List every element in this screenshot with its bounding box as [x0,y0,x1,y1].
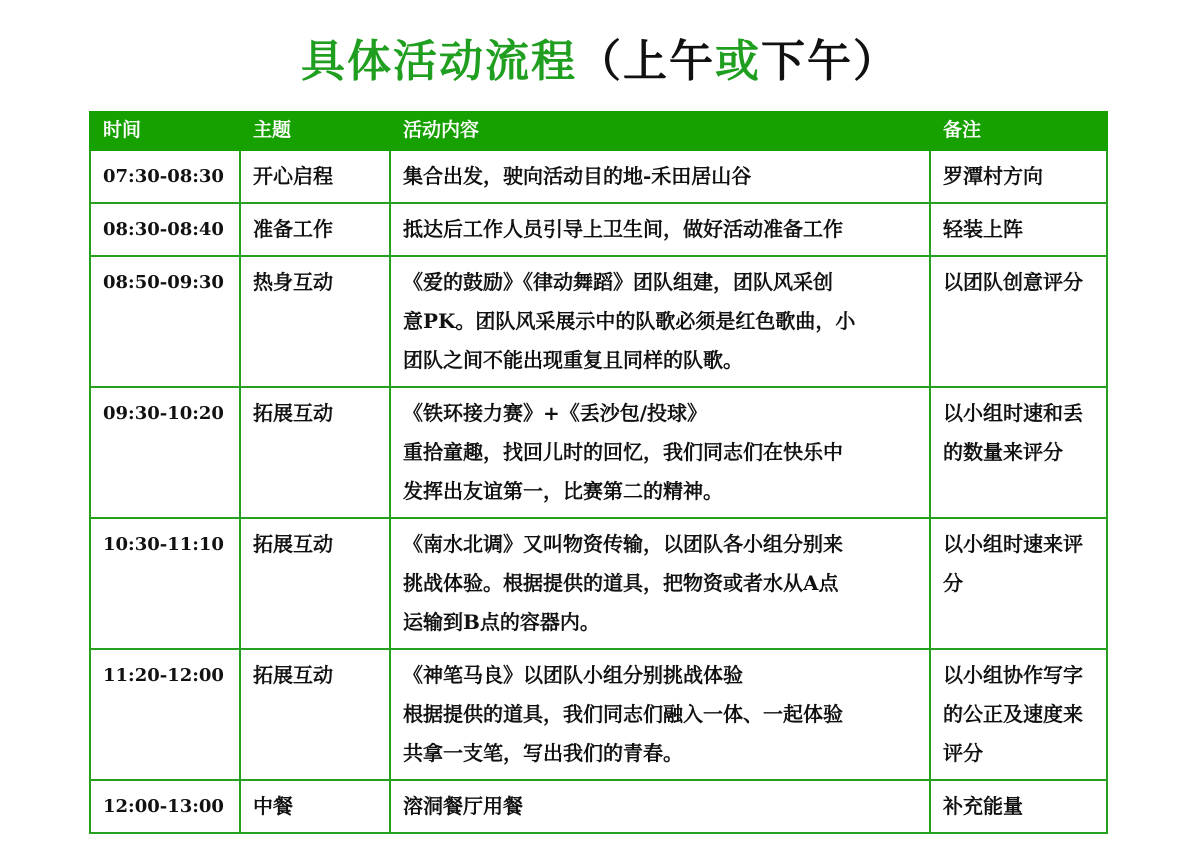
cell-theme: 拓展互动 [240,518,390,649]
table-body [90,150,1107,833]
title-part-1: 具体活动流程 [301,36,577,87]
header-note: 备注 [930,112,1107,150]
cell-note [930,150,1107,203]
table-row [90,387,1107,518]
content-line: 《南水北调》又叫物资传输，以团队各小组分别来 [403,532,843,556]
cell-theme: 热身互动 [240,256,390,387]
cell-time: 08:30-08:40 [90,203,240,256]
table-row [90,649,1107,780]
cell-note [930,387,1107,518]
note-line: 的数量来评分 [943,440,1063,464]
cell-content [390,203,930,256]
content-line: 溶洞餐厅用餐 [403,794,523,818]
cell-content [390,518,930,649]
cell-content [390,150,930,203]
cell-content [390,780,930,833]
cell-time: 08:50-09:30 [90,256,240,387]
table-row [90,150,1107,203]
header-theme: 主题 [240,112,390,150]
note-line: 以小组协作写字 [943,663,1083,687]
content-line: 发挥出友谊第一，比赛第二的精神。 [403,479,723,503]
content-line: 《铁环接力赛》+《丢沙包/投球》 [403,401,708,425]
content-line: 挑战体验。根据提供的道具，把物资或者水从A点 [403,571,839,595]
title-part-2: （上午 [577,36,715,87]
note-line: 罗潭村方向 [943,164,1043,188]
title-part-4: 下午） [761,36,899,87]
content-line: 团队之间不能出现重复且同样的队歌。 [403,348,743,372]
note-line: 补充能量 [943,794,1023,818]
page-title [0,30,1200,94]
table-header-row [90,112,1107,150]
cell-theme: 准备工作 [240,203,390,256]
cell-time: 09:30-10:20 [90,387,240,518]
cell-note [930,518,1107,649]
note-line: 的公正及速度来 [943,702,1083,726]
schedule-table [89,111,1108,834]
note-line: 评分 [943,741,983,765]
table-row [90,780,1107,833]
cell-theme: 开心启程 [240,150,390,203]
header-content: 活动内容 [390,112,930,150]
cell-time: 12:00-13:00 [90,780,240,833]
content-line: 运输到B点的容器内。 [403,610,600,634]
note-line: 以小组时速和丢 [943,401,1083,425]
content-line: 根据提供的道具，我们同志们融入一体、一起体验 [403,702,843,726]
cell-content [390,256,930,387]
note-line: 轻装上阵 [943,217,1023,241]
cell-time: 10:30-11:10 [90,518,240,649]
cell-theme: 中餐 [240,780,390,833]
content-line: 意PK。团队风采展示中的队歌必须是红色歌曲，小 [403,309,856,333]
header-time: 时间 [90,112,240,150]
cell-note [930,256,1107,387]
content-line: 《神笔马良》以团队小组分别挑战体验 [403,663,743,687]
table-row [90,518,1107,649]
table-row [90,203,1107,256]
cell-content [390,387,930,518]
content-line: 共拿一支笔，写出我们的青春。 [403,741,683,765]
content-line: 重拾童趣，找回儿时的回忆，我们同志们在快乐中 [403,440,843,464]
note-line: 以团队创意评分 [943,270,1083,294]
content-line: 《爱的鼓励》《律动舞蹈》团队组建，团队风采创 [403,270,833,294]
cell-note [930,203,1107,256]
cell-note [930,780,1107,833]
cell-content [390,649,930,780]
cell-theme: 拓展互动 [240,649,390,780]
cell-note [930,649,1107,780]
content-line: 集合出发，驶向活动目的地-禾田居山谷 [403,164,752,188]
cell-time: 11:20-12:00 [90,649,240,780]
note-line: 分 [943,571,963,595]
table-row [90,256,1107,387]
cell-time: 07:30-08:30 [90,150,240,203]
title-part-3: 或 [715,36,761,87]
cell-theme: 拓展互动 [240,387,390,518]
content-line: 抵达后工作人员引导上卫生间，做好活动准备工作 [403,217,843,241]
note-line: 以小组时速来评 [943,532,1083,556]
